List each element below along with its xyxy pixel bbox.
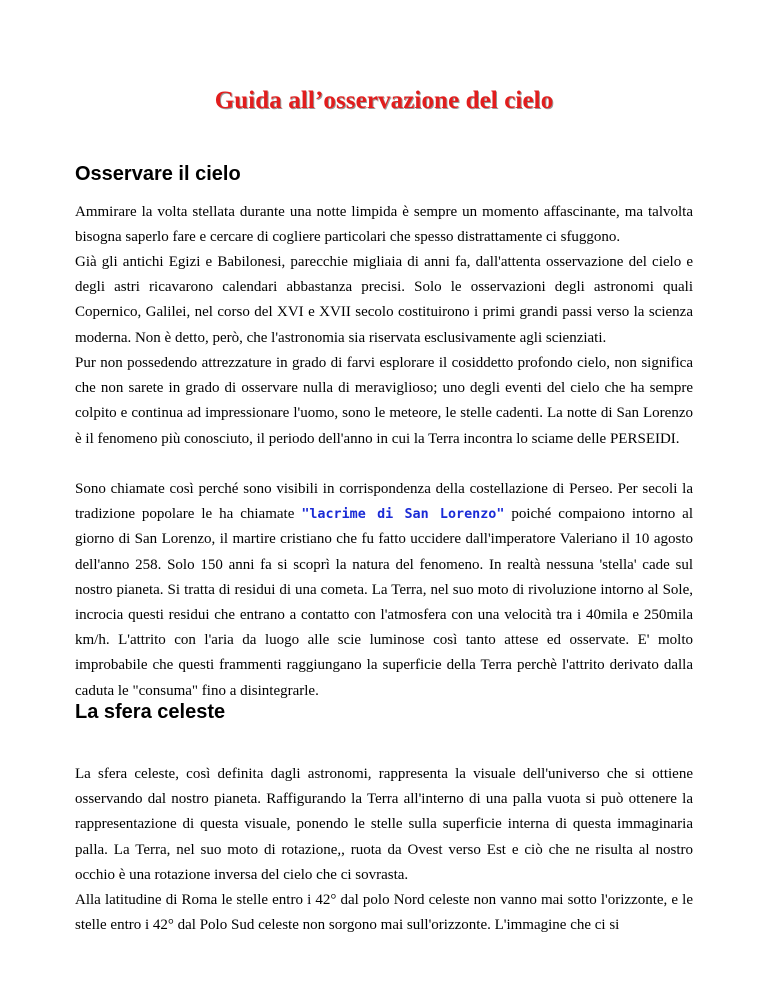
paragraph: Alla latitudine di Roma le stelle entro i 42° dal polo Nord celeste non vanno mai sotto l'orizzonte, e le stelle entro i 42° dal Polo Sud celeste non sorgono mai sull'orizzonte. L'immagine che ci si bbox=[75, 892, 693, 934]
lacrime-link[interactable]: "lacrime di San Lorenzo" bbox=[301, 507, 505, 523]
section-heading-sfera: La sfera celeste bbox=[75, 701, 226, 723]
document-title: Guida all’osservazione del cielo bbox=[214, 87, 554, 114]
paragraph: La sfera celeste, così definita dagli astronomi, rappresenta la visuale dell'universo che si ottiene osservando dal nostro pianeta. Raffigurando la Terra all'interno di una palla vuota si può ottenere la rappresentazione di questa visuale, ponendo le stelle sulla superficie interna di questa immaginaria palla. La Terra, nel suo moto di rotazione,, ruota da Ovest verso Est e ciò che ne risulta al nostro occhio è una rotazione inversa del cielo che ci sovrasta. bbox=[75, 766, 693, 883]
paragraph-text: poiché compaiono intorno al giorno di San Lorenzo, il martire cristiano che fu fatto uccidere dall'imperatore Valeriano il 10 agosto dell'anno 258. Solo 150 anni fa si scoprì la natura del fenomeno. In realtà nessuna 'stella' cade sul nostro pianeta. Si tratta di residui di una cometa. La Terra, nel suo moto di rivoluzione intorno al Sole, incrocia questi residui che entrano a contatto con l'atmosfera con una velocità tra i 40mila e 250mila km/h. L'attrito con l'aria da luogo alle scie luminose così tanto attese ed osservate. E' molto improbabile che questi frammenti raggiungano la superficie della Terra perchè l'attrito derivato dalla caduta le "consuma" fino a disintegrarle. bbox=[75, 506, 693, 699]
paragraph-text: Sono chiamate così perché sono visibili in corrispondenza della costellazione di Perseo. Per secoli la tradizione popolare le ha chiamate bbox=[75, 481, 693, 523]
paragraph: Pur non possedendo attrezzature in grado di farvi esplorare il cosiddetto profondo cielo, non significa che non sarete in grado di osservare nulla di meraviglioso; uno degli eventi del cielo che ha sempre colpito e continua ad impressionare l'uomo, sono le meteore, le stelle cadenti. La notte di San Lorenzo è il fenomeno più conosciuto, il periodo dell'anno in cui la Terra incontra lo sciame delle PERSEIDI. bbox=[75, 355, 693, 447]
paragraph: Già gli antichi Egizi e Babilonesi, parecchie migliaia di anni fa, dall'attenta osservazione del cielo e degli astri ricavarono calendari abbastanza precisi. Solo le osservazioni degli astronomi quali Copernico, Galilei, nel corso del XVI e XVII secolo costituirono i primi grandi passi verso la scienza moderna. Non è detto, però, che l'astronomia sia riservata esclusivamente agli scienziati. bbox=[75, 254, 693, 346]
paragraph bbox=[75, 477, 693, 704]
paragraph: Ammirare la volta stellata durante una notte limpida è sempre un momento affascinante, ma talvolta bisogna saperlo fare e cercare di cogliere particolari che spesso distrattamente ci sfuggono. bbox=[75, 204, 693, 246]
section-heading-osservare: Osservare il cielo bbox=[75, 163, 241, 185]
